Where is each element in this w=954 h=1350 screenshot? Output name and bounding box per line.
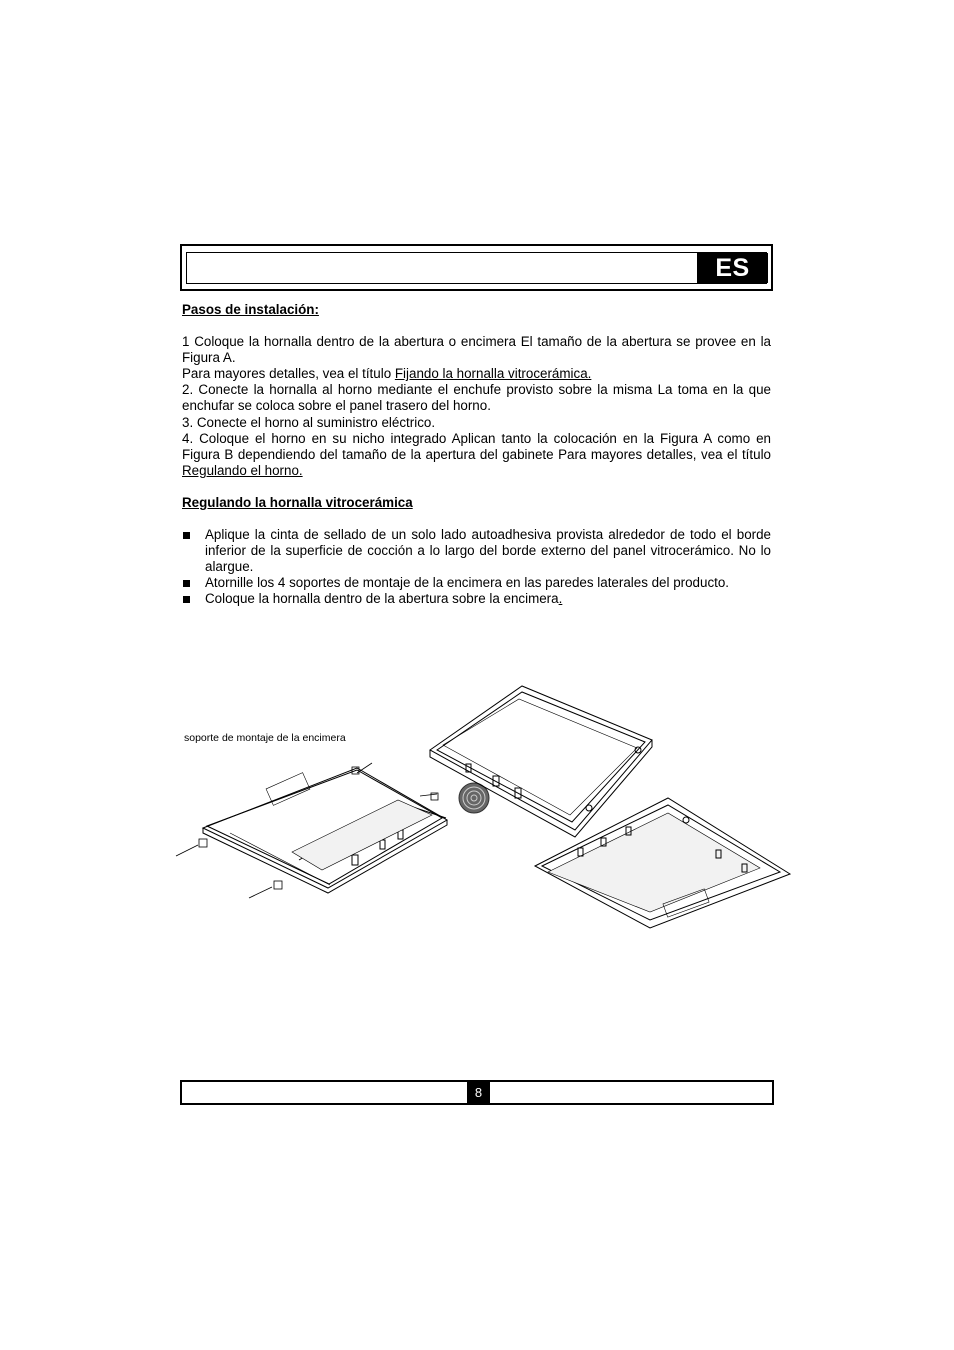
list-item <box>182 575 771 591</box>
adjusting-list <box>182 527 771 607</box>
header-title-field <box>186 252 767 284</box>
step-1-details-text: Para mayores detalles, vea el título <box>182 366 395 382</box>
language-badge: ES <box>697 253 768 283</box>
step-4-text: 4. Coloque el horno en su nicho integrado Aplican tanto la colocación en la Figura A como en Figura B dependiendo del tamaño de la apertura del gabinete Para mayores detalles, vea el título <box>182 430 771 462</box>
list-item-trail: . <box>558 591 563 607</box>
list-item-text: Coloque la hornalla dentro de la abertura sobre la encimera <box>205 591 559 607</box>
link-fijando[interactable]: Fijando la hornalla vitrocerámica. <box>394 366 592 382</box>
step-1: 1 Coloque la hornalla dentro de la abertura o encimera El tamaño de la abertura se provee en la Figura A. <box>182 334 771 366</box>
page-number: 8 <box>467 1081 490 1104</box>
figure-label: soporte de montaje de la encimera <box>184 732 346 744</box>
step-1-details <box>182 366 771 382</box>
link-regulando-horno[interactable]: Regulando el horno. <box>182 462 303 478</box>
list-item-text: Atornille los 4 soportes de montaje de la encimera en las paredes laterales del producto. <box>205 575 730 591</box>
installation-figure <box>175 680 795 940</box>
bullet-square-icon <box>183 532 190 539</box>
bullet-square-icon <box>183 596 190 603</box>
installation-heading: Pasos de instalación: <box>182 302 319 317</box>
footer-bar <box>180 1080 774 1105</box>
list-item <box>182 591 771 607</box>
header-bar <box>180 244 773 291</box>
step-3: 3. Conecte el horno al suministro eléctrico. <box>182 414 436 430</box>
bullet-square-icon <box>183 580 190 587</box>
hob-left-illustration <box>203 768 447 893</box>
step-4 <box>182 431 771 479</box>
step-2: 2. Conecte la hornalla al horno mediante el enchufe provisto sobre la misma La toma en la que enchufar se coloca sobre el panel trasero del horno. <box>182 382 771 414</box>
adjusting-heading: Regulando la hornalla vitrocerámica <box>182 494 413 510</box>
list-item <box>182 527 771 575</box>
list-item-text: Aplique la cinta de sellado de un solo lado autoadhesiva provista alrededor de todo el borde inferior de la superficie de cocción a lo largo del borde externo del panel vitrocerámico. No lo alargue. <box>205 527 771 575</box>
hob-top-right-illustration <box>430 686 652 837</box>
main-content <box>182 302 771 608</box>
